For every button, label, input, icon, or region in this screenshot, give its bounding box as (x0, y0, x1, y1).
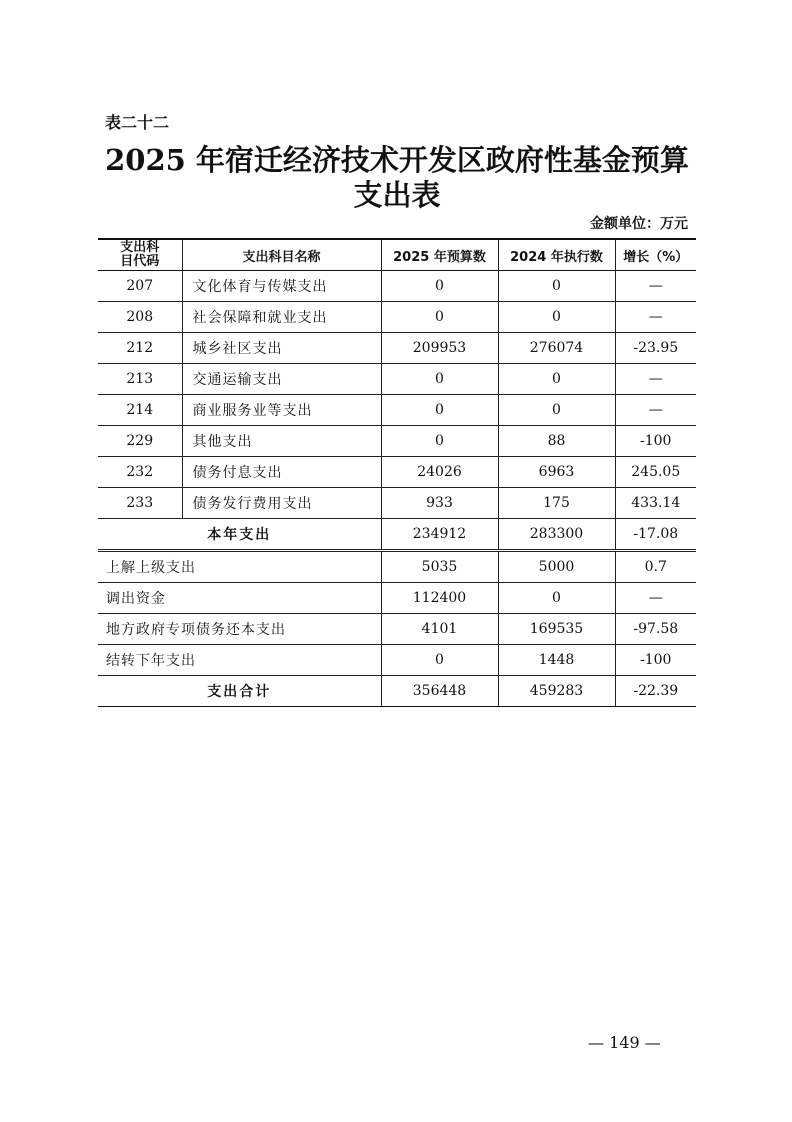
table-row (98, 488, 696, 519)
row-exec: 6963 (498, 457, 615, 488)
row-budget: 0 (381, 645, 498, 676)
row-code: 207 (98, 271, 182, 302)
row-exec: 0 (498, 395, 615, 426)
subtotal-growth: -17.08 (615, 519, 696, 551)
row-name: 债务发行费用支出 (182, 488, 381, 519)
header-name: 支出科目名称 (182, 239, 381, 271)
header-exec-2024: 2024 年执行数 (498, 239, 615, 271)
row-exec: 276074 (498, 333, 615, 364)
table-header-row (98, 239, 696, 271)
header-code-line2: 目代码 (120, 254, 160, 269)
row-exec: 5000 (498, 551, 615, 583)
row-name: 调出资金 (98, 583, 381, 614)
page-title-line2: 支出表 (353, 178, 441, 212)
row-budget: 0 (381, 271, 498, 302)
fund-expenditure-table (98, 238, 696, 707)
row-name: 其他支出 (182, 426, 381, 457)
row-growth: — (615, 583, 696, 614)
row-growth: -100 (615, 426, 696, 457)
row-growth: 245.05 (615, 457, 696, 488)
table-row (98, 333, 696, 364)
row-budget: 24026 (381, 457, 498, 488)
row-growth: — (615, 364, 696, 395)
table-row (98, 645, 696, 676)
subtotal-exec: 283300 (498, 519, 615, 551)
row-name: 上解上级支出 (98, 551, 381, 583)
row-budget: 0 (381, 395, 498, 426)
row-exec: 1448 (498, 645, 615, 676)
subtotal-label: 本年支出 (98, 519, 381, 551)
row-name: 交通运输支出 (182, 364, 381, 395)
page-title: 2025 年宿迁经济技术开发区政府性基金预算 (105, 143, 689, 177)
table-row (98, 457, 696, 488)
header-budget-2025: 2025 年预算数 (381, 239, 498, 271)
table-row (98, 583, 696, 614)
row-growth: — (615, 271, 696, 302)
table-label: 表二十二 (105, 113, 170, 132)
row-growth: -23.95 (615, 333, 696, 364)
total-row (98, 676, 696, 707)
row-code: 212 (98, 333, 182, 364)
row-growth: 0.7 (615, 551, 696, 583)
row-budget: 209953 (381, 333, 498, 364)
row-code: 229 (98, 426, 182, 457)
row-exec: 0 (498, 302, 615, 333)
row-name: 社会保障和就业支出 (182, 302, 381, 333)
row-growth: -100 (615, 645, 696, 676)
row-name: 债务付息支出 (182, 457, 381, 488)
table-row (98, 302, 696, 333)
row-code: 233 (98, 488, 182, 519)
row-exec: 175 (498, 488, 615, 519)
row-growth: — (615, 302, 696, 333)
row-growth: -97.58 (615, 614, 696, 645)
row-growth: 433.14 (615, 488, 696, 519)
row-budget: 933 (381, 488, 498, 519)
row-exec: 0 (498, 364, 615, 395)
page-number: — 149 — (588, 1033, 661, 1052)
total-budget: 356448 (381, 676, 498, 707)
row-code: 213 (98, 364, 182, 395)
table-row (98, 426, 696, 457)
total-growth: -22.39 (615, 676, 696, 707)
row-budget: 5035 (381, 551, 498, 583)
total-exec: 459283 (498, 676, 615, 707)
row-name: 地方政府专项债务还本支出 (98, 614, 381, 645)
row-name: 城乡社区支出 (182, 333, 381, 364)
total-label: 支出合计 (98, 676, 381, 707)
row-growth: — (615, 395, 696, 426)
header-code (98, 239, 182, 271)
row-budget: 0 (381, 302, 498, 333)
row-exec: 0 (498, 583, 615, 614)
table-row (98, 271, 696, 302)
unit-note: 金额单位：万元 (590, 216, 688, 232)
row-code: 214 (98, 395, 182, 426)
header-code-line1: 支出科 (120, 240, 160, 255)
row-exec: 88 (498, 426, 615, 457)
subtotal-budget: 234912 (381, 519, 498, 551)
row-name: 文化体育与传媒支出 (182, 271, 381, 302)
row-exec: 0 (498, 271, 615, 302)
table-row (98, 395, 696, 426)
table-row (98, 364, 696, 395)
row-exec: 169535 (498, 614, 615, 645)
row-budget: 0 (381, 426, 498, 457)
row-name: 结转下年支出 (98, 645, 381, 676)
header-growth: 增长（%） (615, 239, 696, 271)
row-budget: 112400 (381, 583, 498, 614)
row-code: 232 (98, 457, 182, 488)
table-row (98, 551, 696, 583)
row-budget: 0 (381, 364, 498, 395)
row-name: 商业服务业等支出 (182, 395, 381, 426)
row-budget: 4101 (381, 614, 498, 645)
table-row (98, 614, 696, 645)
subtotal-row (98, 519, 696, 551)
row-code: 208 (98, 302, 182, 333)
